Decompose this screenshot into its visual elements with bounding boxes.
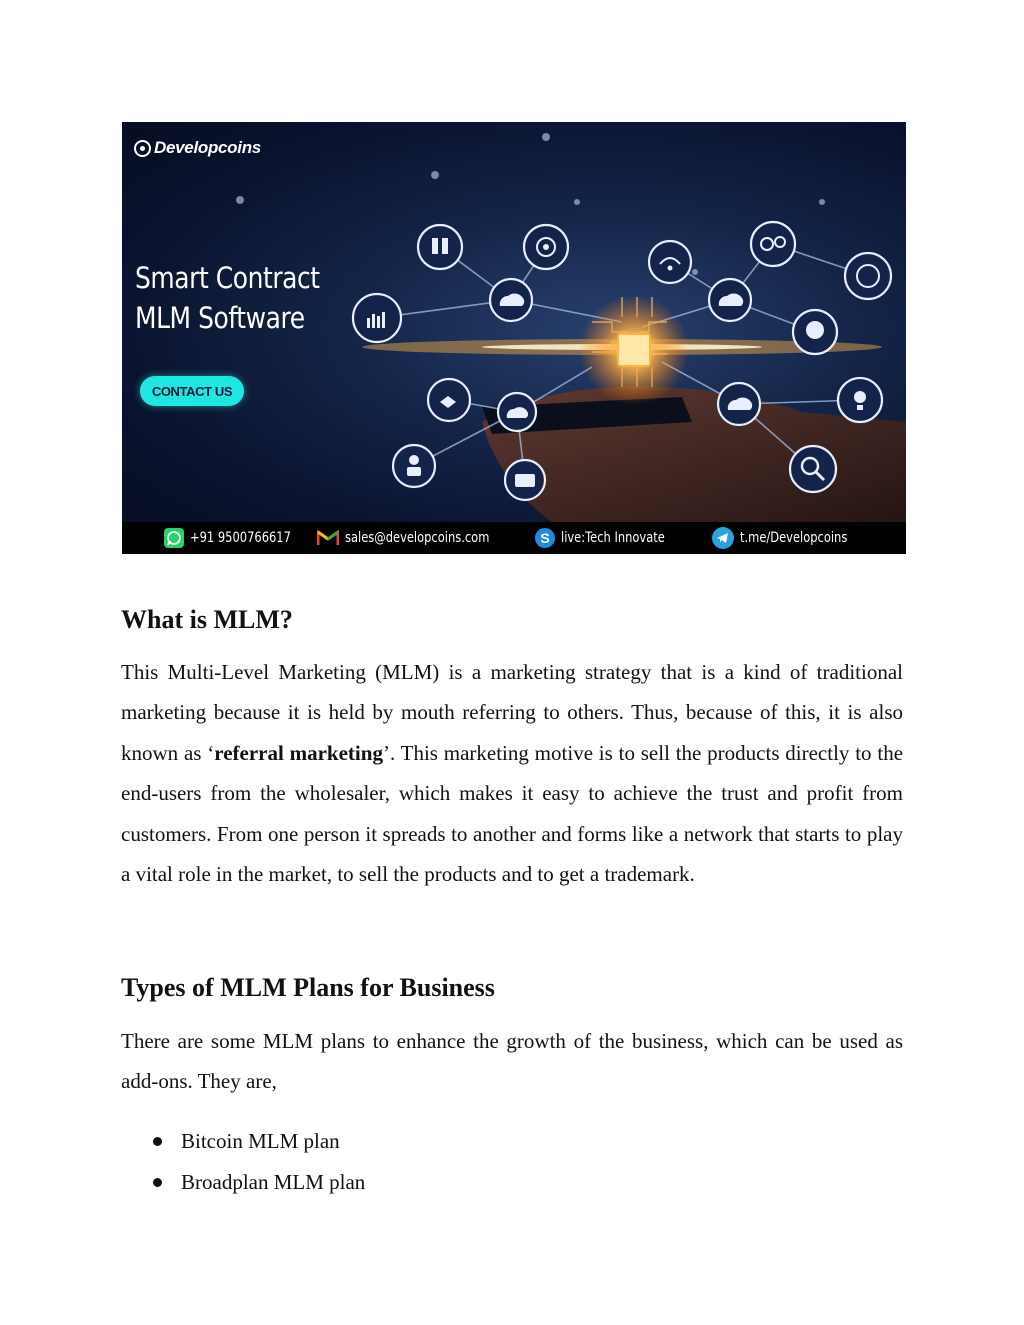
gmail-icon	[317, 530, 339, 546]
mlm-paragraph	[121, 652, 903, 894]
heading-types-of-mlm-plans: Types of MLM Plans for Business	[121, 973, 495, 1002]
banner-title-line2: MLM Software	[135, 301, 305, 335]
developcoins-logo	[134, 138, 261, 158]
svg-text:S: S	[540, 530, 550, 546]
logo-text: Developcoins	[154, 138, 261, 157]
telegram-icon	[712, 527, 734, 549]
telegram-link: t.me/Developcoins	[740, 530, 848, 546]
heading-what-is-mlm: What is MLM?	[121, 605, 293, 634]
banner-title-line1: Smart Contract	[135, 261, 320, 295]
skype-icon	[535, 528, 555, 548]
contact-us-button[interactable]: CONTACT US	[140, 376, 244, 406]
mlm-paragraph-end: ’. This marketing motive is to sell the products directly to the end-users from the wholesaler, which makes it easy to achieve the trust and profit from customers. From one person it spreads to another and forms like a network that starts to play a vital role in the market, to sell the products and to get a trademark.	[121, 740, 904, 887]
banner-title	[135, 258, 324, 338]
mlm-plans-list	[121, 1121, 365, 1203]
contact-email	[317, 522, 521, 554]
whatsapp-icon	[164, 528, 184, 548]
skype-id: live:Tech Innovate	[561, 530, 665, 546]
banner-image	[122, 122, 906, 554]
contact-skype	[535, 522, 688, 554]
contact-telegram	[712, 522, 871, 554]
list-item: Bitcoin MLM plan	[121, 1121, 365, 1162]
phone-number: +91 9500766617	[190, 530, 291, 546]
contact-phone	[164, 522, 313, 554]
referral-marketing-term: referral marketing	[214, 740, 383, 765]
logo-mark-icon	[134, 140, 151, 157]
mlm-paragraph-start: This Multi-Level Marketing (MLM) is a marketing strategy that is a kind of traditional marketing because it is held by mouth referring to others. Thus, because of this, it is also known as ‘	[121, 660, 903, 765]
email-address: sales@developcoins.com	[345, 530, 490, 546]
plans-intro-paragraph: There are some MLM plans to enhance the growth of the business, which can be used as add-ons. They are,	[121, 1029, 903, 1094]
list-item: Broadplan MLM plan	[121, 1162, 365, 1203]
contact-bar	[122, 522, 906, 554]
